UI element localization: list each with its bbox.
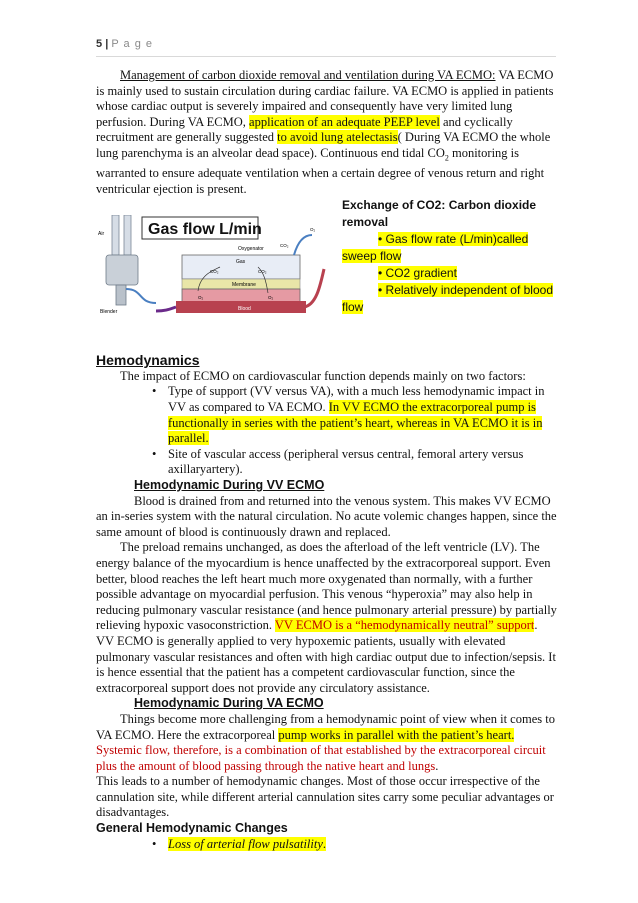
document-body [96, 68, 558, 852]
air-label: Air [98, 231, 105, 238]
figure-row [96, 197, 558, 353]
oxygenator-label: Oxygenator [238, 246, 264, 253]
co2-label-2: CO₂ [258, 269, 267, 275]
o2-label-1: O₂ [198, 295, 204, 301]
highlight-neutral-support: VV ECMO is a “hemodynamically neutral” support [274, 618, 535, 633]
oxygenator-diagram [98, 215, 326, 317]
caption-bullet-gradient: • CO2 gradient [378, 266, 457, 281]
va-paragraph-1: Things become more challenging from a hemodynamic point of view when it comes to VA ECMO. Here the extracorporeal pump works in parallel with the patient’s heart. Systemic flow, therefore, is a combination of that established by the extracorporeal circuit plus the amount of blood passing through the native heart and lungs. [96, 711, 555, 773]
air-tube-right [124, 215, 131, 255]
blender-box [106, 255, 138, 285]
caption-bullet-sweep: • Gas flow rate (L/min)called [378, 232, 529, 247]
figure-caption [342, 197, 560, 316]
gas-label: Gas [236, 259, 246, 266]
highlight-series-parallel: In VV ECMO the extracorporeal pump is functionally in series with the patient’s heart, whereas in VA ECMO it is in parallel. [168, 400, 543, 446]
list-item: • Site of vascular access (peripheral versus central, femoral artery versus axillaryartery). [152, 446, 524, 477]
page-separator: | [105, 38, 109, 50]
red-systemic-flow: Systemic flow, therefore, is a combination of that established by the extracorporeal circuit plus the amount of blood passing through the native heart and lungs [96, 743, 546, 773]
gas-exhaust-tube [294, 235, 312, 255]
general-changes-heading: General Hemodynamic Changes [96, 821, 288, 836]
blood-label: Blood [238, 306, 251, 313]
general-changes-list [96, 837, 558, 853]
caption-bullet-independent: • Relatively independent of blood [378, 283, 553, 298]
blood-outlet-tube [304, 269, 324, 307]
highlight-peep: application of an adequate PEEP level [249, 114, 440, 129]
loss-pulsatility: Loss of arterial flow pulsatility [168, 836, 323, 851]
membrane-label: Membrane [232, 282, 256, 289]
gas-line [126, 289, 156, 303]
caption-title-line2: removal [342, 215, 389, 230]
highlight-atelectasis: to avoid lung atelectasis [277, 130, 398, 145]
va-paragraph-2: This leads to a number of hemodynamic changes. Most of those occur irrespective of the cannulation site, while different arterial cannulation sites carry some peculiar advantages or disadvantages. [96, 774, 554, 820]
o2-exhaust-label: O₂ [310, 227, 316, 233]
hemodynamics-factors-list [96, 384, 558, 478]
va-ecmo-heading: Hemodynamic During VA ECMO [134, 696, 324, 711]
co2-exhaust-label: CO₂ [280, 243, 289, 249]
blood-inlet-tube [156, 307, 176, 311]
page-number: 5 [96, 38, 103, 50]
list-item: • Type of support (VV versus VA), with a much less hemodynamic impact in VV as compared to VA ECMO. In VV ECMO the extracorporeal pump is functionally in series with the patient’s heart, whereas in VA ECMO it is in parallel. [152, 384, 545, 446]
blender-label: Blender [100, 309, 118, 316]
caption-bullet-sweep-cont: sweep flow [342, 249, 402, 264]
caption-title-line1: Exchange of CO2: Carbon dioxide [342, 198, 537, 213]
hemodynamics-heading: Hemodynamics [96, 352, 200, 369]
blender-stem [116, 285, 126, 305]
hemodynamics-intro: The impact of ECMO on cardiovascular function depends mainly on two factors: [120, 368, 526, 383]
co2-management-paragraph: Management of carbon dioxide removal and ventilation during VA ECMO: VA ECMO is mainly used to sustain circulation during cardiac failure. VA ECMO is applied in patients whose cardiac output is severely impaired and consequently have very limited lung perfusion. During VA ECMO, application of an adequate PEEP level and cyclically recruitment are generally suggested to avoid lung atelectasis( During VA ECMO the whole lung parenchyma is an alveolar dead space). Continuous end tidal $CO_2$ monitoring is warranted to ensure adequate ventilation when a certain degree of venous return and right ventricular ejection is present. [96, 68, 554, 196]
vv-paragraph-2: The preload remains unchanged, as does the afterload of the left ventricle (LV). The energy balance of the myocardium is hence unaffected by the extracorporeal support. Even better, blood reaches the left heart much more oxygenated than normally, with a further possible advantage on myocardial perfusion. This venous “hyperoxia” may also help in reducing pulmonary vascular resistance (and hence pulmonary arterial pressure) by partially relieving hypoxic vasoconstriction. VV ECMO is a “hemodynamically neutral” support. [96, 540, 557, 633]
co2-label-1: CO₂ [210, 269, 219, 275]
caption-bullet-independent-cont: flow [342, 300, 364, 315]
vv-paragraph-3: VV ECMO is generally applied to very hypoxemic patients, usually with elevated pulmonary vascular resistances and often with high cardiac output due to infection/sepsis. It is hence essential that the patient has a competent cardiovascular function, since the extracorporeal support does not provide any circulatory assistance. [96, 633, 556, 695]
page-header [96, 38, 153, 50]
o2-label-2: O₂ [268, 295, 274, 301]
co2-management-title: Management of carbon dioxide removal and ventilation during VA ECMO: [120, 68, 496, 82]
vv-paragraph-1: Blood is drained from and returned into the venous system. This makes VV ECMO an in-series system with the natural circulation. No acute volemic changes happen, since the same amount of blood is continuously drawn and replaced. [96, 493, 557, 539]
highlight-parallel-pump: pump works in parallel with the patient’s heart. [278, 727, 515, 742]
page-label: P a g e [111, 38, 153, 50]
list-item: • Loss of arterial flow pulsatility. [152, 836, 327, 851]
vv-ecmo-heading: Hemodynamic During VV ECMO [134, 478, 325, 492]
air-tube-left [112, 215, 119, 255]
gas-flow-banner-text: Gas flow L/min [148, 221, 262, 239]
header-rule [96, 56, 556, 57]
